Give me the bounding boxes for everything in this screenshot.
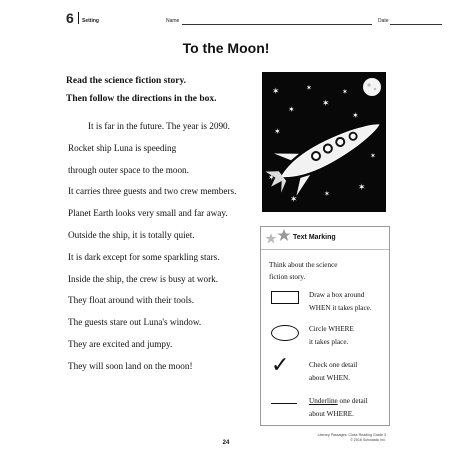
svg-text:✶: ✶ — [290, 195, 298, 205]
stars-icon — [265, 227, 293, 249]
instructions-line-2: Then follow the directions in the box. — [66, 94, 217, 104]
source-line-1: Literary Passages: Close Reading Grade 3 — [317, 433, 386, 437]
svg-text:✶: ✶ — [268, 173, 275, 182]
svg-text:✶: ✶ — [272, 87, 280, 97]
intro-line-1: Think about the science — [269, 261, 338, 269]
step-text — [309, 395, 389, 420]
story-line: It carries three guests and two crew members. — [68, 186, 237, 197]
svg-text:✶: ✶ — [342, 88, 348, 96]
svg-text:✶: ✶ — [306, 84, 312, 92]
step-line-1: Circle WHERE — [309, 325, 354, 333]
svg-text:✶: ✶ — [324, 190, 330, 198]
instructions — [66, 72, 217, 108]
story-line: The guests stare out Luna's window. — [68, 317, 202, 328]
page-number: 24 — [222, 440, 230, 446]
svg-text:✶: ✶ — [358, 183, 366, 193]
svg-text:✶: ✶ — [370, 152, 376, 160]
intro-line-2: fiction story. — [269, 273, 306, 281]
story-line: It is dark except for some sparkling stars. — [68, 251, 220, 262]
step-line-1: Check one detail — [309, 361, 358, 369]
story-line: They are excited and jumpy. — [68, 338, 173, 349]
story-line: Outside the ship, it is totally quiet. — [68, 229, 195, 240]
step-underline — [269, 395, 387, 429]
step-line-2: about WHEN. — [309, 373, 350, 382]
underline-icon — [271, 403, 297, 404]
text-marking-header — [261, 227, 389, 250]
checkmark-icon: ✓ — [271, 353, 290, 378]
step-draw-box — [269, 289, 387, 323]
header-divider — [78, 12, 79, 24]
story-line: Rocket ship Luna is speeding — [68, 142, 177, 153]
name-label: Name — [166, 18, 180, 24]
step-line-2: WHEN it takes place. — [309, 303, 372, 312]
lesson-number: 6 — [66, 10, 74, 26]
skill-label: Setting — [82, 18, 99, 24]
date-label: Date — [378, 18, 389, 24]
square-icon — [271, 291, 299, 304]
text-marking-intro — [269, 259, 379, 283]
oval-icon — [271, 325, 299, 341]
date-field[interactable] — [390, 24, 442, 25]
svg-text:✶: ✶ — [322, 99, 330, 109]
text-marking-box — [260, 226, 390, 426]
rocket-ship-drawing — [262, 72, 386, 212]
story-line: It is far in the future. The year is 2090. — [88, 121, 230, 131]
step-text — [309, 359, 389, 384]
story-text — [68, 116, 236, 378]
step-line-2: it takes place. — [309, 337, 349, 346]
svg-text:✶: ✶ — [288, 105, 295, 114]
step-line-2: about WHERE. — [309, 409, 354, 418]
svg-text:✶: ✶ — [274, 127, 281, 136]
name-field[interactable] — [182, 24, 372, 25]
story-line: They float around with their tools. — [68, 295, 195, 306]
source-line-2: © 2016 Scholastic Inc. — [350, 438, 386, 442]
step-text — [309, 323, 389, 348]
rocket-illustration — [262, 72, 386, 212]
story-line: through outer space to the moon. — [68, 164, 189, 175]
story-line: Inside the ship, the crew is busy at work. — [68, 273, 219, 284]
page-title: To the Moon! — [182, 40, 270, 56]
instructions-line-1: Read the science fiction story. — [66, 76, 187, 86]
story-line: They will soon land on the moon! — [68, 360, 193, 371]
text-marking-title: Text Marking — [293, 234, 336, 241]
step-line-1-rest: one detail — [337, 397, 368, 405]
step-circle — [269, 323, 387, 357]
step-text — [309, 289, 389, 314]
story-line: Planet Earth looks very small and far away. — [68, 208, 228, 219]
step-check — [269, 353, 387, 393]
worksheet-header — [66, 12, 416, 26]
step-line-1 — [309, 395, 389, 408]
underline-word: Underline — [309, 397, 338, 405]
svg-text:✶: ✶ — [352, 111, 359, 120]
step-line-1: Draw a box around — [309, 291, 365, 299]
